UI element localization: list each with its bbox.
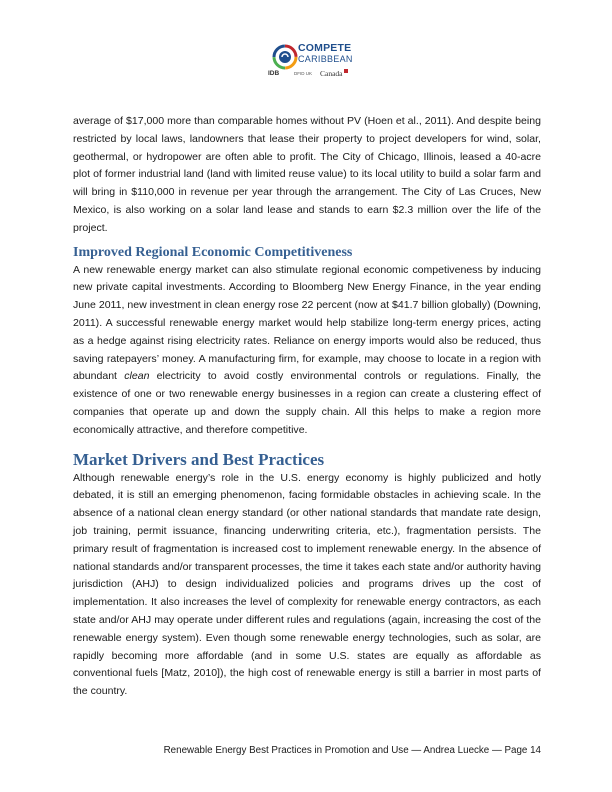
body-paragraph: Although renewable energy’s role in the U.S. energy economy is highly publicized and hotly debated, it is still an emerging phenomenon, facing formidable obstacles in achieving scale. In the absence of a national clean energy standard (or other national standards that mandate rate design, job training, permit issuance, financing underwriting criteria, etc.), fragmentation persists. The primary result of fragmentation is increased cost to implement renewable energy. In the absence of national standards and/or transparent processes, the time it takes each state and/or authority having jurisdiction (AHJ) to design individualized policies and programs drives up the cost of implementation. It also increases the level of complexity for renewable energy contractors, as each state and/or AHJ may operate under different rules and regulations (again, increasing the cost of the renewable energy system). Even though some renewable energy technologies, such as solar, are rapidly becoming more affordable (and in some U.S. states are equally as affordable as conventional fuels [Matz, 2010]), the high cost of renewable energy is still a barrier in most parts of the country. [73,471,541,698]
section-heading: Market Drivers and Best Practices [73,449,325,469]
subsection-heading: Improved Regional Economic Competitiveness [73,244,353,260]
canada-logo [320,69,348,79]
body-paragraph [73,262,541,440]
canada-flag-icon [344,69,348,73]
dfid-logo: DFID UK [294,71,312,76]
compete-caribbean-logo-icon [272,44,298,70]
logo-subtitle: CARIBBEAN [298,54,353,64]
header-logo [0,38,612,88]
paragraph-text: electricity to avoid costly environmental controls or regulations. Finally, the existence of one or two renewable energy businesses in a region can create a clustering effect of companies that operate up and down the supply chain. All this helps to make a region more economically attractive, and therefore competitive. [73,370,541,436]
canada-wordmark: Canada [320,69,343,78]
idb-logo: IDB [268,70,280,77]
body-paragraph: average of $17,000 more than comparable homes without PV (Hoen et al., 2011). And despite being restricted by local laws, landowners that lease their property to project developers for wind, solar, geothermal, or hydropower are often able to profit. The City of Chicago, Illinois, leased a 40-acre plot of former industrial land (land with limited reuse value) to its local utility to build a solar farm and will bring in $110,000 in revenue per year through the arrangement. The City of Las Cruces, New Mexico, is also working on a solar land lease and stands to earn $2.3 million over the life of the project. [73,115,541,234]
sponsor-logos [268,69,348,81]
logo-title: COMPETE [298,42,352,54]
page-footer: Renewable Energy Best Practices in Promotion and Use — Andrea Luecke — Page 14 [163,745,541,756]
emphasized-word: clean [124,370,150,383]
paragraph-text: A new renewable energy market can also stimulate regional economic competiveness by inducing new private capital investments. According to Bloomberg New Energy Finance, in the year ending June 2011, new investment in clean energy rose 22 percent (now at $41.7 billion globally) (Downing, 2011). A successful renewable energy market would help stabilize long-term energy prices, acting as a hedge against rising electricity rates. Reliance on energy imports would also be reduced, thus saving ratepayers’ money. A manufacturing firm, for example, may choose to locate in a region with abundant [73,263,541,383]
main-content [73,113,541,701]
